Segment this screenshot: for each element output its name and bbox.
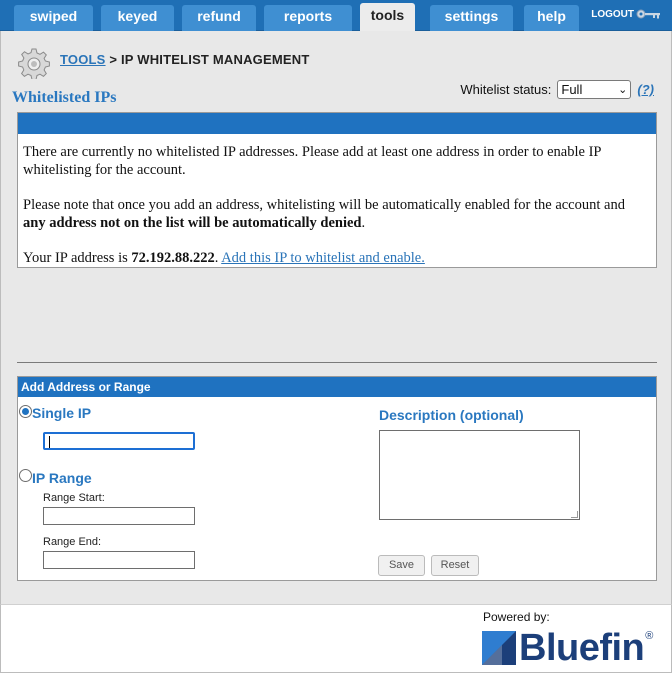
whitelist-status (460, 80, 654, 99)
ip-range-label: IP Range (32, 470, 92, 486)
tab-reports[interactable]: reports (264, 5, 352, 31)
registered-mark: ® (645, 630, 654, 642)
reset-button[interactable]: Reset (431, 555, 479, 576)
breadcrumb-tools-link[interactable]: TOOLS (60, 52, 106, 67)
message-text (18, 134, 656, 267)
chevron-down-icon: ⌄ (618, 84, 628, 96)
current-ip: 72.192.88.222 (131, 250, 215, 266)
main-panel (0, 31, 672, 604)
resize-grip-icon[interactable] (571, 511, 578, 518)
whitelist-status-label: Whitelist status: (460, 82, 552, 97)
range-start-label: Range Start: (43, 492, 105, 504)
whitelist-status-select[interactable] (557, 80, 631, 99)
powered-by-label: Powered by: (483, 610, 550, 624)
range-end-label: Range End: (43, 536, 102, 548)
tab-settings[interactable]: settings (430, 5, 513, 31)
section-title: Whitelisted IPs (12, 89, 117, 106)
tab-help[interactable]: help (524, 5, 579, 31)
logout-button[interactable] (591, 8, 662, 20)
bluefin-logo-icon (482, 631, 516, 665)
message-ip-line: Your IP address is 72.192.88.222. Add this IP to whitelist and enable. (23, 250, 425, 266)
brand-name: Bluefin (519, 627, 645, 669)
help-link[interactable]: (?) (637, 82, 654, 97)
logout-label: LOGOUT (591, 8, 634, 20)
tab-refund[interactable]: refund (182, 5, 256, 31)
message-para-2: Please note that once you add an address, whitelisting will be automatically enabled for the account and any address not on the list will be automatically denied. (23, 197, 625, 231)
form-header: Add Address or Range (18, 377, 656, 397)
single-ip-input[interactable] (43, 432, 195, 450)
description-textarea[interactable] (379, 430, 580, 520)
single-ip-label: Single IP (32, 405, 92, 421)
message-para-1: There are currently no whitelisted IP addresses. Please add at least one address in order to enable IP whitelisting for the account. (23, 144, 601, 178)
divider (17, 362, 657, 363)
whitelist-status-value: Full (561, 82, 583, 97)
ip-range-radio[interactable] (19, 469, 32, 482)
save-button[interactable]: Save (378, 555, 425, 576)
tab-tools[interactable]: tools (360, 3, 415, 31)
bluefin-logo (482, 628, 653, 668)
single-ip-radio[interactable] (19, 405, 32, 418)
tab-swiped[interactable]: swiped (14, 5, 93, 31)
add-address-form (17, 376, 657, 581)
page-title: IP WHITELIST MANAGEMENT (120, 52, 310, 67)
add-ip-link[interactable]: Add this IP to whitelist and enable. (221, 250, 425, 266)
top-nav (0, 0, 672, 31)
text-caret (49, 436, 50, 448)
key-icon (636, 8, 662, 20)
range-end-input[interactable] (43, 551, 195, 569)
tab-keyed[interactable]: keyed (101, 5, 174, 31)
message-header-bar (18, 113, 656, 134)
breadcrumb (60, 52, 310, 67)
range-start-input[interactable] (43, 507, 195, 525)
description-label: Description (optional) (379, 407, 524, 423)
whitelist-message-box (17, 112, 657, 268)
footer (0, 604, 672, 673)
breadcrumb-separator: > (109, 52, 118, 67)
gear-icon (18, 47, 50, 79)
